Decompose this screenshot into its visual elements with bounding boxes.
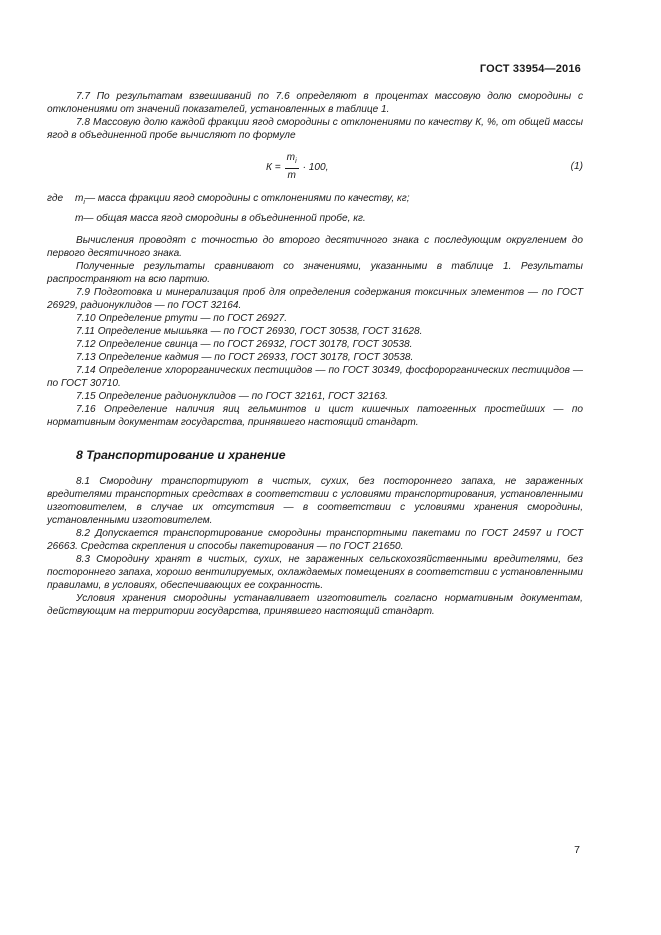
document-header: ГОСТ 33954—2016 bbox=[479, 63, 581, 75]
paragraph-8-2: 8.2 Допускается транспортирование смородины транспортными пакетами по ГОСТ 24597 и ГОСТ 26663. Средства скрепления и способы пакетирования — по ГОСТ 21650. bbox=[47, 528, 583, 553]
paragraph-8-3: 8.3 Смородину хранят в чистых, сухих, не зараженных сельскохозяйственными вредителями, без постороннего запаха, хорошо вентилируемых, охлаждаемых помещениях в соответствии с установленными правилами, в условиях, обеспечивающих ее сохранность. bbox=[47, 554, 583, 592]
paragraph-7-16: 7.16 Определение наличия яиц гельминтов и цист кишечных патогенных простейших — по нормативным документам государства, принявшего настоящий стандарт. bbox=[47, 404, 583, 429]
paragraph-7-10: 7.10 Определение ртути — по ГОСТ 26927. bbox=[76, 313, 288, 325]
formula-denominator: m bbox=[287, 170, 296, 182]
formula-number: (1) bbox=[570, 161, 583, 172]
formula-rhs: · 100, bbox=[302, 161, 329, 173]
paragraph-7-14: 7.14 Определение хлорорганических пестицидов — по ГОСТ 30349, фосфорорганических пестицидов — по ГОСТ 30710. bbox=[47, 365, 583, 390]
paragraph-7-13: 7.13 Определение кадмия — по ГОСТ 26933, ГОСТ 30178, ГОСТ 30538. bbox=[76, 352, 414, 364]
page-number: 7 bbox=[574, 844, 580, 856]
formula-lhs: К = bbox=[266, 161, 281, 173]
paragraph-rounding: Вычисления проводят с точностью до второго десятичного знака с последующим округлением до первого десятичного знака. bbox=[47, 235, 583, 260]
formula-expression bbox=[266, 152, 328, 182]
paragraph-results: Полученные результаты сравнивают со значениями, указанными в таблице 1. Результаты распространяют на всю партию. bbox=[47, 261, 583, 286]
paragraph-8-1: 8.1 Смородину транспортируют в чистых, сухих, без постороннего запаха, не зараженных вредителями транспортных средствах в соответствии с условиями транспортирования, установленными изготовителем, в случае их отсутствия — в соответствии с условиями хранения смородины, установленными изготовителем. bbox=[47, 476, 583, 527]
formula-fraction bbox=[285, 152, 299, 182]
paragraph-7-11: 7.11 Определение мышьяка — по ГОСТ 26930, ГОСТ 30538, ГОСТ 31628. bbox=[76, 326, 423, 338]
paragraph-7-8: 7.8 Массовую долю каждой фракции ягод смородины с отклонениями по качеству К, %, от общей массы ягод в объединенной пробе вычисляют по формуле bbox=[47, 117, 583, 141]
formula-numerator: $m_i$ bbox=[285, 152, 299, 169]
where-label: где bbox=[47, 193, 64, 204]
where-symbol: m bbox=[75, 213, 84, 225]
where-item-1 bbox=[47, 192, 583, 209]
where-text: — масса фракции ягод смородины с отклонениями по качеству, кг; bbox=[84, 193, 410, 204]
paragraph-7-7: 7.7 По результатам взвешиваний по 7.6 определяют в процентах массовую долю смородины с отклонениями от значений показателей, установленных в таблице 1. bbox=[47, 91, 583, 115]
where-text: — общая масса ягод смородины в объединенной пробе, кг. bbox=[83, 213, 366, 225]
page-body bbox=[47, 90, 583, 618]
paragraph-storage-conditions: Условия хранения смородины устанавливает изготовитель согласно нормативным документам, действующим на территории государства, принявшего настоящий стандарт. bbox=[47, 593, 583, 618]
paragraph-7-12: 7.12 Определение свинца — по ГОСТ 26932, ГОСТ 30178, ГОСТ 30538. bbox=[76, 339, 413, 351]
formula-1 bbox=[47, 146, 583, 184]
paragraph-7-15: 7.15 Определение радионуклидов — по ГОСТ 32161, ГОСТ 32163. bbox=[76, 391, 388, 403]
section-8-title: 8 Транспортирование и хранение bbox=[76, 448, 286, 463]
paragraph-7-9: 7.9 Подготовка и минерализация проб для определения содержания токсичных элементов — по ГОСТ 26929, радионуклидов — по ГОСТ 32164. bbox=[47, 287, 583, 312]
where-item-2 bbox=[47, 212, 583, 225]
where-symbol: $m_i$ bbox=[75, 193, 85, 207]
